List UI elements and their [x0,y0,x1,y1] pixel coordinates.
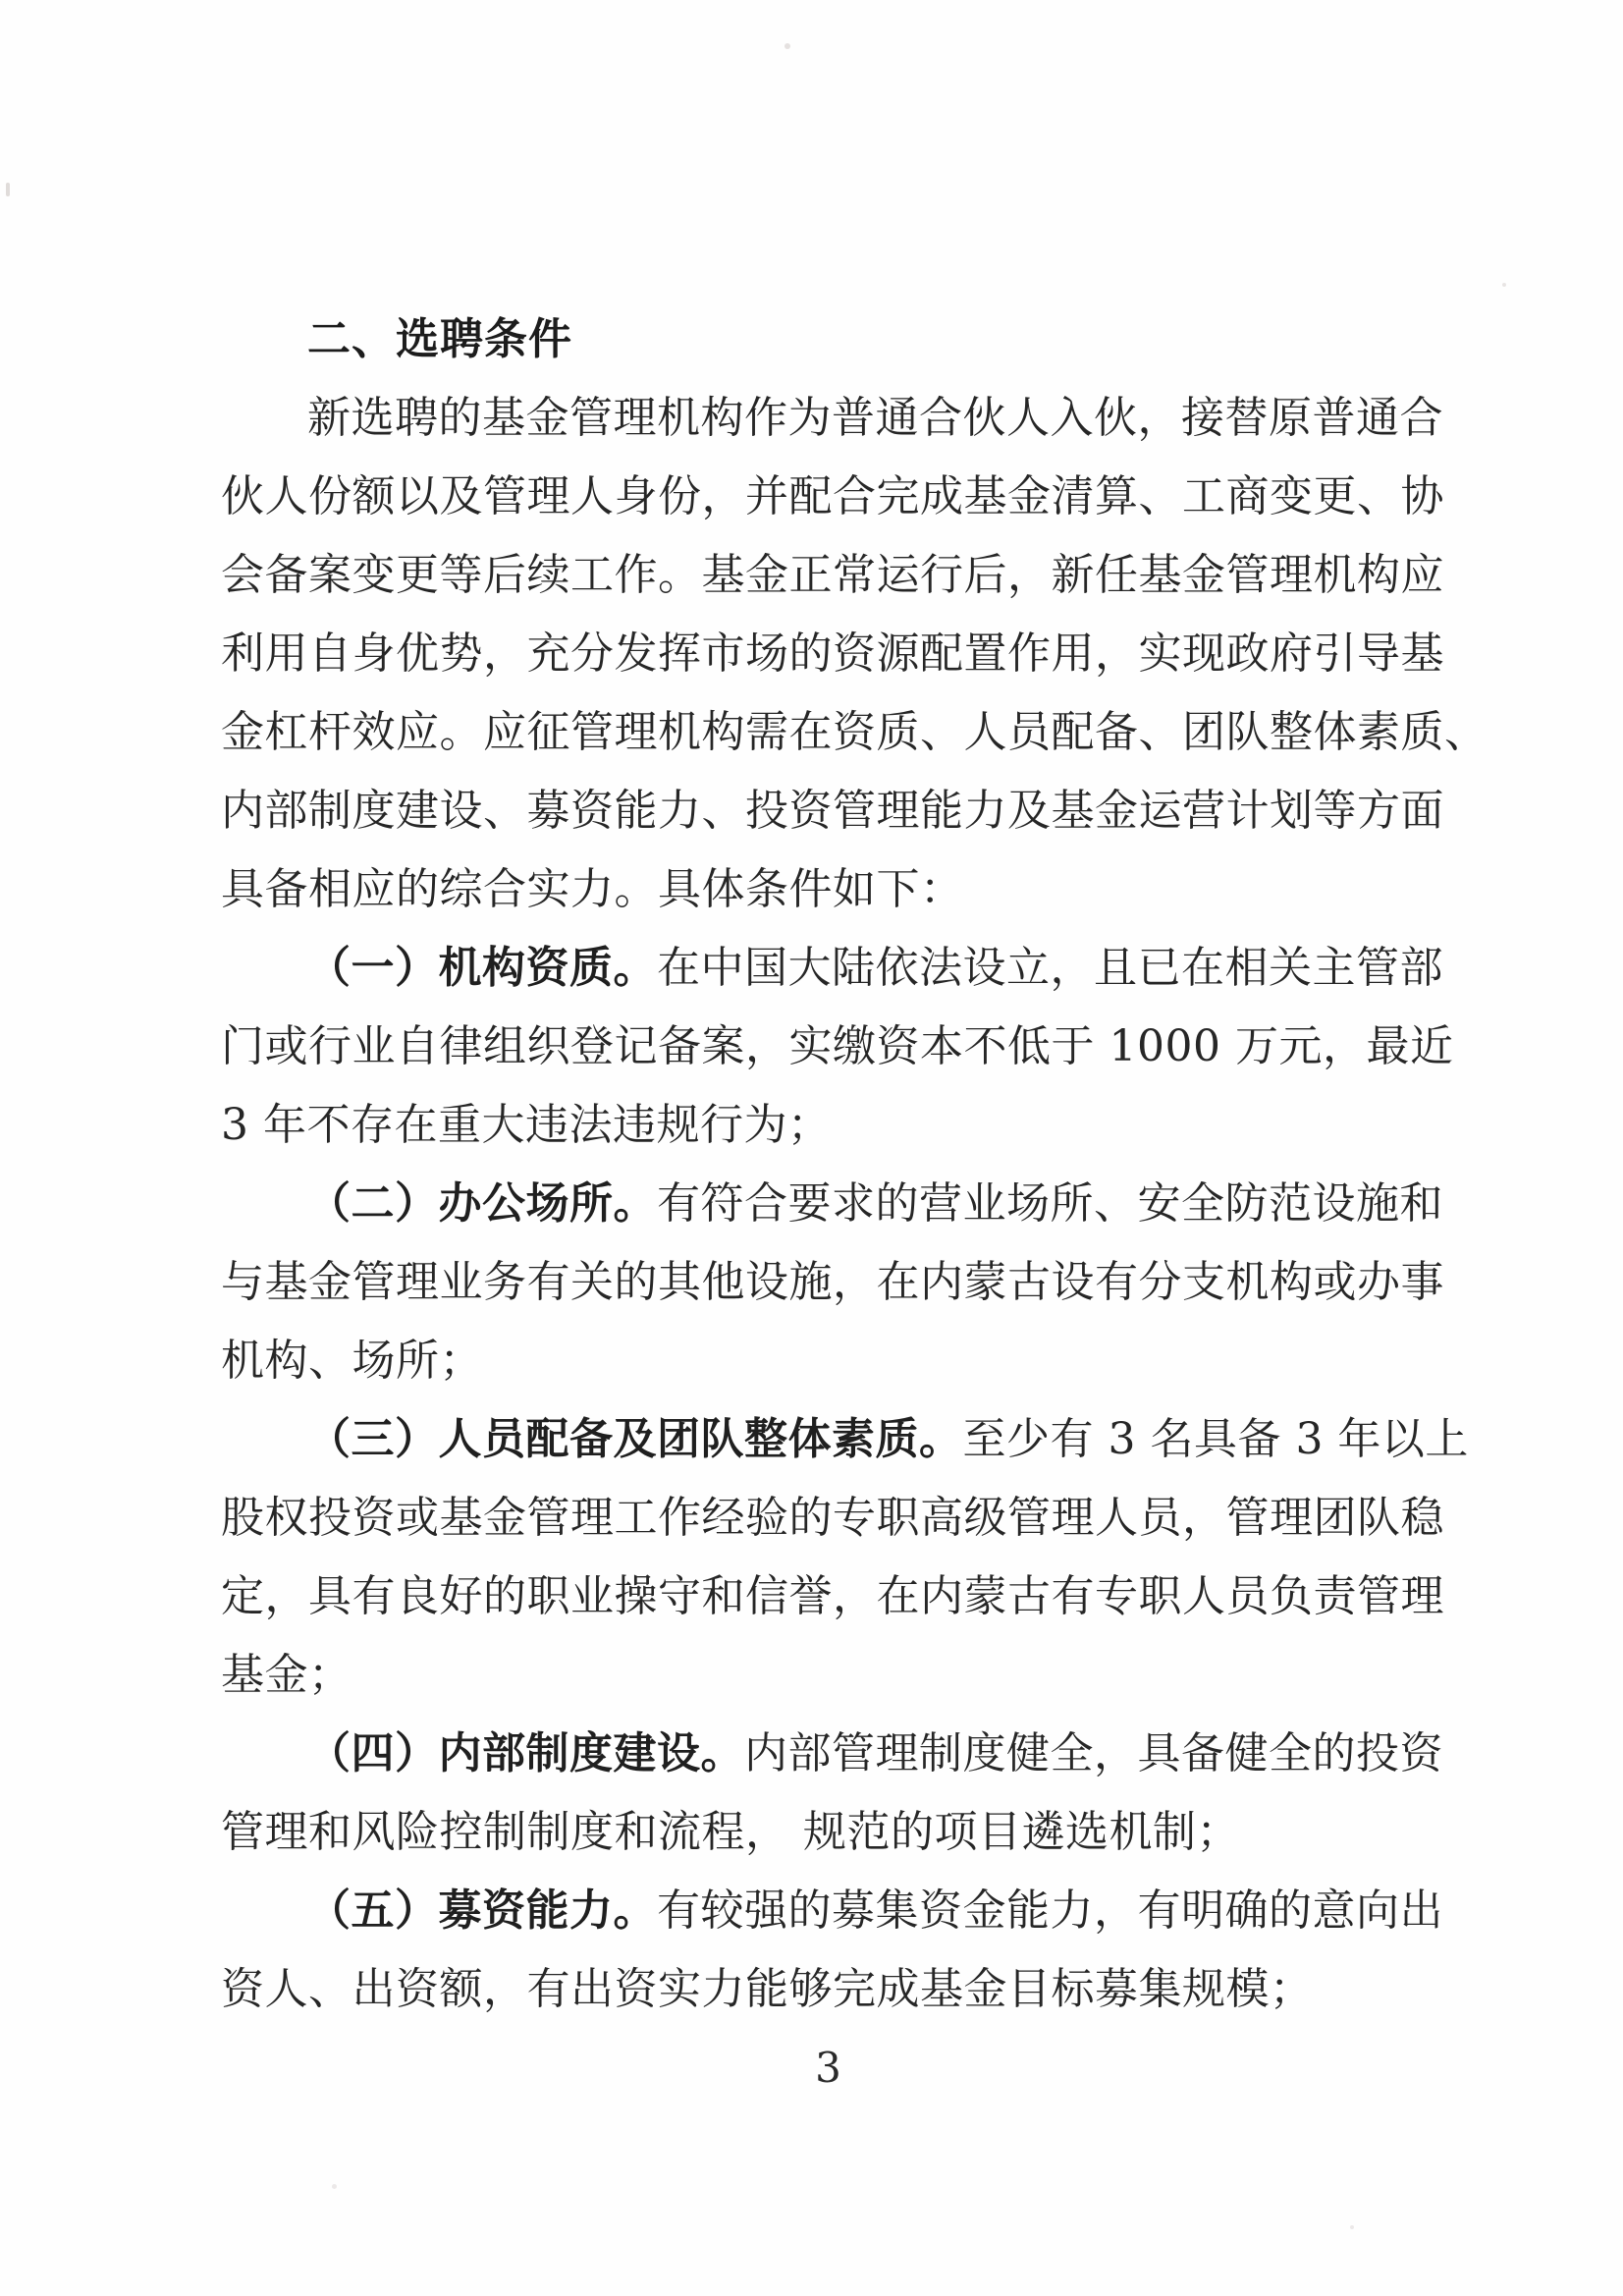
text-run: 门或行业自律组织登记备案，实缴资本不低于 1000 万元，最近 [221,1021,1454,1071]
text-line [221,1872,1443,1950]
text-block [221,301,1488,2107]
text-run: 有符合要求的营业场所、安全防范设施和 [657,1178,1443,1229]
text-run: 3 年不存在重大违法违规行为； [221,1100,832,1150]
text-line [221,772,1444,850]
text-run: 金杠杆效应。应征管理机构需在资质、人员配备、团队整体素质、 [221,707,1488,757]
text-line [221,1793,1435,1872]
scan-speck [1350,2225,1354,2229]
text-line [221,1400,1469,1479]
text-run: 基金； [221,1650,352,1700]
text-run: 资人、出资额，有出资实力能够完成基金目标募集规模； [221,1964,1314,2014]
text-line [221,1636,1435,1715]
text-run: 管理和风险控制制度和流程， 规范的项目遴选机制； [221,1807,1240,1857]
text-line [221,929,1443,1008]
text-run: 会备案变更等后续工作。基金正常运行后，新任基金管理机构应 [221,550,1444,600]
body-lines [221,379,1488,2029]
section-title: 二、选聘条件 [307,314,572,364]
text-run: 内部制度建设、募资能力、投资管理能力及基金运营计划等方面 [221,786,1444,836]
text-line [221,379,1443,458]
scan-speck [1502,283,1506,287]
clause-heading-run: （四）内部制度建设。 [307,1728,744,1778]
text-run: 内部管理制度健全，具备健全的投资 [744,1728,1443,1778]
text-line [221,1243,1444,1322]
text-line [221,693,1488,772]
text-line [221,1165,1443,1243]
clause-heading-run: （二）办公场所。 [307,1178,657,1229]
text-run: 伙人份额以及管理人身份，并配合完成基金清算、工商变更、协 [221,471,1444,521]
scan-speck [332,2184,337,2189]
text-line [221,458,1444,536]
text-run: 机构、场所； [221,1336,483,1386]
text-line [221,615,1444,693]
text-run: 定，具有良好的职业操守和信誉，在内蒙古有专职人员负责管理 [221,1571,1444,1621]
scan-speck [6,183,10,196]
clause-heading-run: （三）人员配备及团队整体素质。 [307,1414,963,1464]
text-run: 新选聘的基金管理机构作为普通合伙人入伙，接替原普通合 [307,393,1443,443]
clause-heading-run: （五）募资能力。 [307,1886,657,1936]
text-line [221,536,1444,615]
text-line [221,1086,1435,1165]
text-line [221,1322,1435,1400]
text-run: 至少有 3 名具备 3 年以上 [962,1414,1469,1464]
page-number: 3 [815,2044,841,2092]
text-run: 有较强的募集资金能力，有明确的意向出 [657,1886,1443,1936]
clause-heading-run: （一）机构资质。 [307,943,657,993]
text-line [221,1008,1454,1086]
text-run: 具备相应的综合实力。具体条件如下： [221,864,964,914]
text-line [221,1950,1435,2029]
text-line [221,1558,1444,1636]
scan-speck [784,43,790,49]
text-line [221,1715,1443,1793]
text-run: 股权投资或基金管理工作经验的专职高级管理人员，管理团队稳 [221,1493,1444,1543]
text-line [221,1479,1444,1558]
text-run: 在中国大陆依法设立，且已在相关主管部 [657,943,1443,993]
text-run: 利用自身优势，充分发挥市场的资源配置作用，实现政府引导基 [221,629,1444,679]
text-run: 与基金管理业务有关的其他设施，在内蒙古设有分支机构或办事 [221,1257,1444,1307]
text-line [221,850,1435,929]
